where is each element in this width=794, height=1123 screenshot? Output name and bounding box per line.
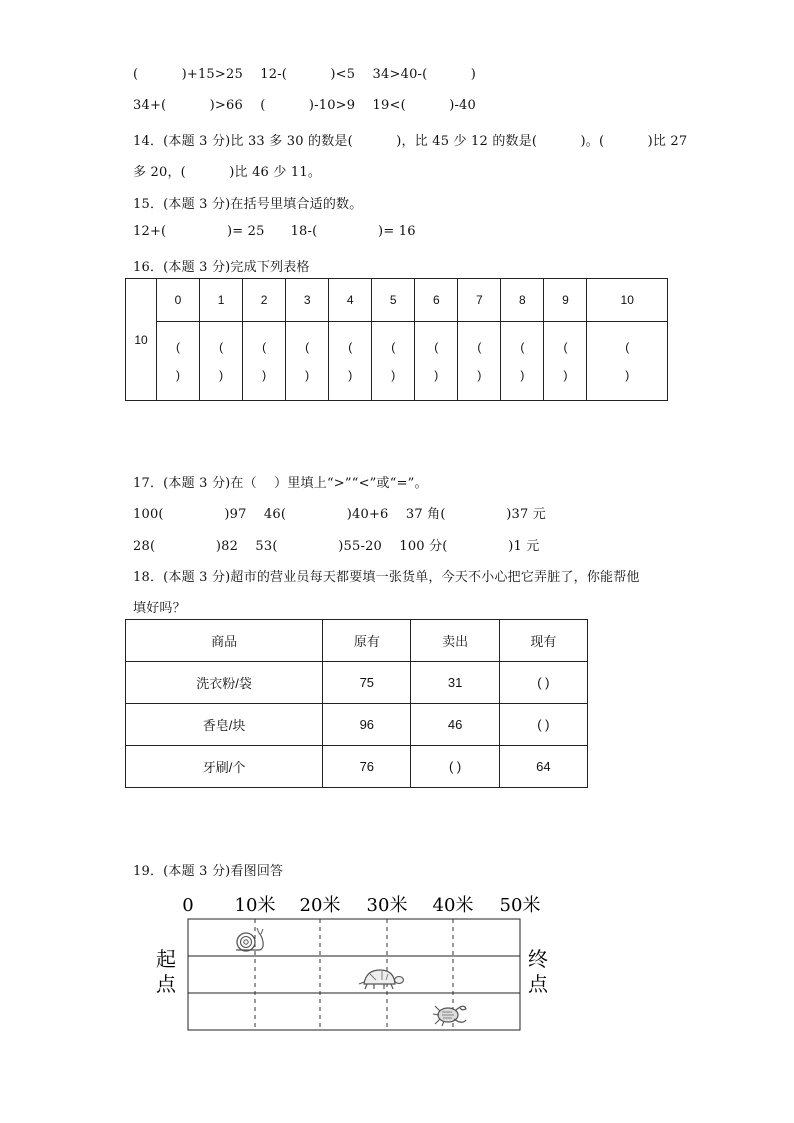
answer-blank[interactable]: ( ) xyxy=(411,746,499,788)
start-label: 起 xyxy=(156,947,176,971)
answer-blank[interactable] xyxy=(501,322,544,401)
blank-close: ) xyxy=(262,368,267,382)
table-header: 0 xyxy=(157,279,200,322)
crab-icon xyxy=(433,1006,466,1026)
answer-blank[interactable] xyxy=(587,322,668,401)
table-header: 2 xyxy=(243,279,286,322)
table-cell: 64 xyxy=(499,746,587,788)
table-header: 7 xyxy=(458,279,501,322)
table-header: 4 xyxy=(329,279,372,322)
blank-open: ( xyxy=(176,340,181,354)
blank-close: ) xyxy=(520,368,525,382)
table-cell: 75 xyxy=(323,662,411,704)
answer-blank[interactable]: ( ) xyxy=(499,704,587,746)
table-header: 1 xyxy=(200,279,243,322)
table-header: 原有 xyxy=(323,620,411,662)
table-cell: 46 xyxy=(411,704,499,746)
answer-blank[interactable] xyxy=(329,322,372,401)
line-2: 34+( )>66 ( )-10>9 19<( )-40 xyxy=(133,98,476,113)
snail-icon xyxy=(236,928,263,951)
answer-blank[interactable]: ( ) xyxy=(499,662,587,704)
blank-open: ( xyxy=(625,340,630,354)
table-header: 10 xyxy=(587,279,668,322)
blank-close: ) xyxy=(348,368,353,382)
question-14-line-2: 多 20，( )比 46 少 11。 xyxy=(133,165,322,180)
table-cell: 76 xyxy=(323,746,411,788)
blank-open: ( xyxy=(219,340,224,354)
table-cell: 牙刷/个 xyxy=(126,746,323,788)
scale-label: 20米 xyxy=(299,895,341,916)
answer-blank[interactable] xyxy=(458,322,501,401)
answer-blank[interactable] xyxy=(372,322,415,401)
blank-close: ) xyxy=(219,368,224,382)
blank-close: ) xyxy=(625,368,630,382)
question-16-title: 16．(本题 3 分)完成下列表格 xyxy=(133,260,310,275)
question-17-title: 17．(本题 3 分)在（ ）里填上“>”“<”或“=”。 xyxy=(133,476,428,491)
question-18-line-1: 18．(本题 3 分)超市的营业员每天都要填一张货单，今天不小心把它弄脏了，你能帮他 xyxy=(133,570,640,585)
table-header: 5 xyxy=(372,279,415,322)
answer-blank[interactable] xyxy=(286,322,329,401)
blank-open: ( xyxy=(348,340,353,354)
table-cell: 洗衣粉/袋 xyxy=(126,662,323,704)
addition-table xyxy=(125,278,668,401)
question-17-row-1: 100( )97 46( )40+6 37 角( )37 元 xyxy=(133,507,546,522)
table-cell: 31 xyxy=(411,662,499,704)
table-header: 9 xyxy=(544,279,587,322)
blank-close: ) xyxy=(477,368,482,382)
turtle-icon xyxy=(359,970,404,989)
blank-open: ( xyxy=(434,340,439,354)
blank-close: ) xyxy=(391,368,396,382)
table-header: 8 xyxy=(501,279,544,322)
race-track-figure xyxy=(150,888,560,1038)
question-15-title: 15．(本题 3 分)在括号里填合适的数。 xyxy=(133,197,363,212)
blank-close: ) xyxy=(434,368,439,382)
blank-close: ) xyxy=(176,368,181,382)
table-header: 卖出 xyxy=(411,620,499,662)
table-cell: 96 xyxy=(323,704,411,746)
table-header: 现有 xyxy=(499,620,587,662)
table-row-label: 10 xyxy=(126,279,157,401)
answer-blank[interactable] xyxy=(157,322,200,401)
start-label: 点 xyxy=(156,972,176,996)
answer-blank[interactable] xyxy=(243,322,286,401)
blank-open: ( xyxy=(563,340,568,354)
scale-label: 0 xyxy=(182,895,194,916)
table-cell: 香皂/块 xyxy=(126,704,323,746)
answer-blank[interactable] xyxy=(415,322,458,401)
table-row xyxy=(126,662,588,704)
blank-open: ( xyxy=(477,340,482,354)
table-header: 6 xyxy=(415,279,458,322)
blank-close: ) xyxy=(563,368,568,382)
scale-label: 50米 xyxy=(499,895,541,916)
answer-blank[interactable] xyxy=(200,322,243,401)
line-1: ( )+15>25 12-( )<5 34>40-( ) xyxy=(133,67,476,82)
question-14-line-1: 14．(本题 3 分)比 33 多 30 的数是( )，比 45 少 12 的数是( )。( )比 27 xyxy=(133,134,688,149)
track-frame xyxy=(188,919,520,1030)
end-label: 点 xyxy=(528,972,548,996)
blank-open: ( xyxy=(262,340,267,354)
scale-label: 30米 xyxy=(366,895,408,916)
end-label: 终 xyxy=(528,947,548,971)
blank-close: ) xyxy=(305,368,310,382)
table-header: 3 xyxy=(286,279,329,322)
question-19-title: 19．(本题 3 分)看图回答 xyxy=(133,864,284,879)
question-15-equations: 12+( )= 25 18-( )= 16 xyxy=(133,224,416,239)
scale-label: 10米 xyxy=(234,895,276,916)
blank-open: ( xyxy=(305,340,310,354)
inventory-table xyxy=(125,619,588,788)
table-header: 商品 xyxy=(126,620,323,662)
answer-blank[interactable] xyxy=(544,322,587,401)
question-17-row-2: 28( )82 53( )55-20 100 分( )1 元 xyxy=(133,539,540,554)
blank-open: ( xyxy=(520,340,525,354)
table-row xyxy=(126,704,588,746)
blank-open: ( xyxy=(391,340,396,354)
table-row xyxy=(126,746,588,788)
question-18-line-2: 填好吗？ xyxy=(133,601,186,616)
scale-label: 40米 xyxy=(432,895,474,916)
